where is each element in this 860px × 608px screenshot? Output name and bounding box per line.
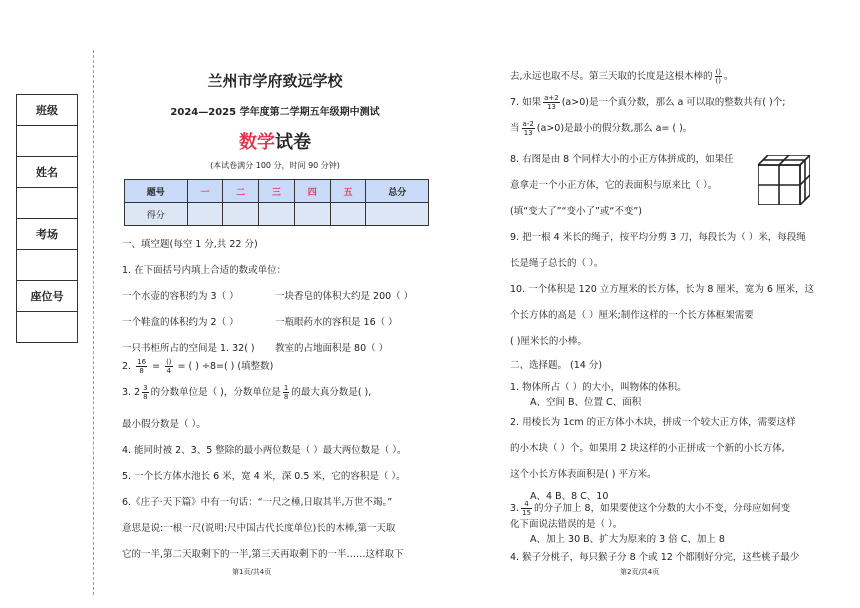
question-1c: 一个鞋盒的体积约为 2（ ） xyxy=(122,317,239,328)
question-1b: 一块香皂的体积大约是 200（ ） xyxy=(275,291,414,302)
subject-black: 试卷 xyxy=(275,132,311,153)
question-7: 7. 如果 $\frac{a+2}{13}$ (a>0)是一个真分数，那么 a 可以取的整数共有( )个; xyxy=(510,94,786,111)
question-10-line1: 10. 一个体积是 120 立方厘米的长方体，长为 8 厘米，宽为 6 厘米，这 xyxy=(510,284,814,295)
question-6-line1: 6.《庄子·天下篇》中有一句话：“一尺之棰,日取其半,万世不竭。” xyxy=(122,497,393,508)
section-2-title: 二、选择题。 (14 分) xyxy=(510,360,603,371)
question-1e: 一只书柜所占的空间是 1. 32( ) xyxy=(122,343,255,354)
score-header: 一 xyxy=(187,180,223,203)
score-cell[interactable] xyxy=(330,203,366,226)
binding-line xyxy=(93,50,94,595)
page-footer-left: 第1页/共4页 xyxy=(232,568,272,576)
fraction: $\frac{()}{()}$ xyxy=(715,68,721,85)
question-6-line3: 它的一半,第二天取剩下的一半,第三天再取剩下的一半……这样取下 xyxy=(122,549,404,560)
score-header: 题号 xyxy=(125,180,188,203)
question-8-line3: (填“变大了”“变小了”或“不变”) xyxy=(510,206,642,217)
name-label: 姓名 xyxy=(17,157,77,188)
student-info-table xyxy=(16,94,78,343)
score-cell[interactable] xyxy=(366,203,429,226)
question-3: 3. 2 $\frac{3}{8}$ 的分数单位是（ )，分数单位是 $\frac{1}{8}$ 的最大真分数是( ), xyxy=(122,384,372,401)
question-10-line2: 个长方体的高是（ ）厘米;制作这样的一个长方体框架需要 xyxy=(510,310,754,321)
score-cell[interactable] xyxy=(259,203,295,226)
name-field[interactable] xyxy=(17,188,77,219)
choice-3: 3. $\frac{4}{15}$ 的分子加上 8，如果要使这个分数的大小不变，分母应如何变 xyxy=(510,500,791,517)
exam-title: 2024—2025 学年度第二学期五年级期中测试 xyxy=(170,107,380,118)
score-cell[interactable] xyxy=(294,203,330,226)
question-6-line2: 意思是说:一根一尺(说明:尺中国古代长度单位)长的木棒,第一天取 xyxy=(122,523,396,534)
question-9-line1: 9. 把一根 4 米长的绳子，按平均分剪 3 刀，每段长为（ ）米，每段绳 xyxy=(510,232,806,243)
cube-figure xyxy=(758,155,810,205)
fraction: $\frac{a+2}{13}$ xyxy=(544,94,559,111)
exam-room-field[interactable] xyxy=(17,250,77,281)
question-6-continued: 去,永远也取不尽。第三天取的长度是这根木棒的 $\frac{()}{()}$ 。 xyxy=(510,68,734,85)
choice-2-line2: 的小木块（ ）个。如果用 2 块这样的小正拼成一个新的小长方体, xyxy=(510,443,785,454)
question-8-line1: 8. 右图是由 8 个同样大小的小正方体拼成的，如果任 xyxy=(510,154,734,165)
fraction: $\frac{1}{8}$ xyxy=(283,384,289,401)
choice-1-options: A、空间 B、位置 C、面积 xyxy=(530,397,642,408)
score-cell[interactable] xyxy=(223,203,259,226)
fraction: $\frac{()}{4}$ xyxy=(166,358,172,375)
seat-field[interactable] xyxy=(17,312,77,342)
exam-room-label: 考场 xyxy=(17,219,77,250)
score-table xyxy=(124,179,429,226)
fraction: $\frac{3}{8}$ xyxy=(143,384,148,401)
question-9-line2: 长是绳子总长的（ ）。 xyxy=(510,258,604,269)
section-1-title: 一、填空题(每空 1 分,共 22 分) xyxy=(122,239,258,250)
exam-note: (本试卷满分 100 分，时间 90 分钟) xyxy=(210,161,340,170)
score-header: 总分 xyxy=(366,180,429,203)
seat-label: 座位号 xyxy=(17,281,77,312)
score-header: 三 xyxy=(259,180,295,203)
score-row-label: 得分 xyxy=(125,203,188,226)
fraction: $\frac{a-2}{13}$ xyxy=(522,120,534,137)
question-8-line2: 意拿走一个小正方体，它的表面积与原来比（ ）。 xyxy=(510,180,718,191)
class-field[interactable] xyxy=(17,126,77,157)
question-1a: 一个水壶的容积约为 3（ ） xyxy=(122,291,239,302)
school-name: 兰州市学府致远学校 xyxy=(207,72,343,90)
subject-red: 数学 xyxy=(239,132,275,153)
score-cell[interactable] xyxy=(187,203,223,226)
class-label: 班级 xyxy=(17,95,77,126)
page-footer-right: 第2页/共4页 xyxy=(620,568,660,576)
choice-4: 4. 猴子分桃子，每只猴子分 8 个或 12 个都刚好分完，这些桃子最少 xyxy=(510,552,800,563)
question-5: 5. 一个长方体水池长 6 米，宽 4 米，深 0.5 米，它的容积是（ ）。 xyxy=(122,471,406,482)
choice-1: 1. 物体所占（ ）的大小，叫物体的体积。 xyxy=(510,382,687,393)
choice-2-options: A、4 B、8 C、10 xyxy=(530,491,609,502)
choice-2-line3: 这个小长方体表面积是( ) 平方米。 xyxy=(510,469,657,480)
question-1f: 教室的占地面积是 80（ ） xyxy=(275,343,389,354)
score-header: 四 xyxy=(294,180,330,203)
score-header: 二 xyxy=(223,180,259,203)
question-2: 2. $\frac{16}{8}$ = $\frac{()}{4}$ = ( ) ÷8=( ) (填整数) xyxy=(122,358,274,375)
question-10-line3: ( )厘米长的小棒。 xyxy=(510,336,587,347)
choice-3-line2: 化下面说法错误的是（ ）。 xyxy=(510,519,623,530)
subject-title xyxy=(200,128,350,154)
choice-3-options: A、加上 30 B、扩大为原来的 3 倍 C、加上 8 xyxy=(530,534,725,545)
question-1d: 一瓶眼药水的容积是 16（ ） xyxy=(275,317,398,328)
score-header: 五 xyxy=(330,180,366,203)
question-1: 1. 在下面括号内填上合适的数或单位： xyxy=(122,265,287,276)
choice-2-line1: 2. 用棱长为 1cm 的正方体小木块，拼成一个较大正方体，需要这样 xyxy=(510,417,796,428)
fraction: $\frac{16}{8}$ xyxy=(137,358,147,375)
fraction: $\frac{4}{15}$ xyxy=(522,500,531,517)
question-3-line2: 最小假分数是（ ）。 xyxy=(122,419,206,430)
question-7-line2: 当 $\frac{a-2}{13}$ (a>0)是最小的假分数,那么 a= ( )。 xyxy=(510,120,693,137)
question-4: 4. 能同时被 2、3、5 整除的最小两位数是（ ）最大两位数是（ ）。 xyxy=(122,445,407,456)
